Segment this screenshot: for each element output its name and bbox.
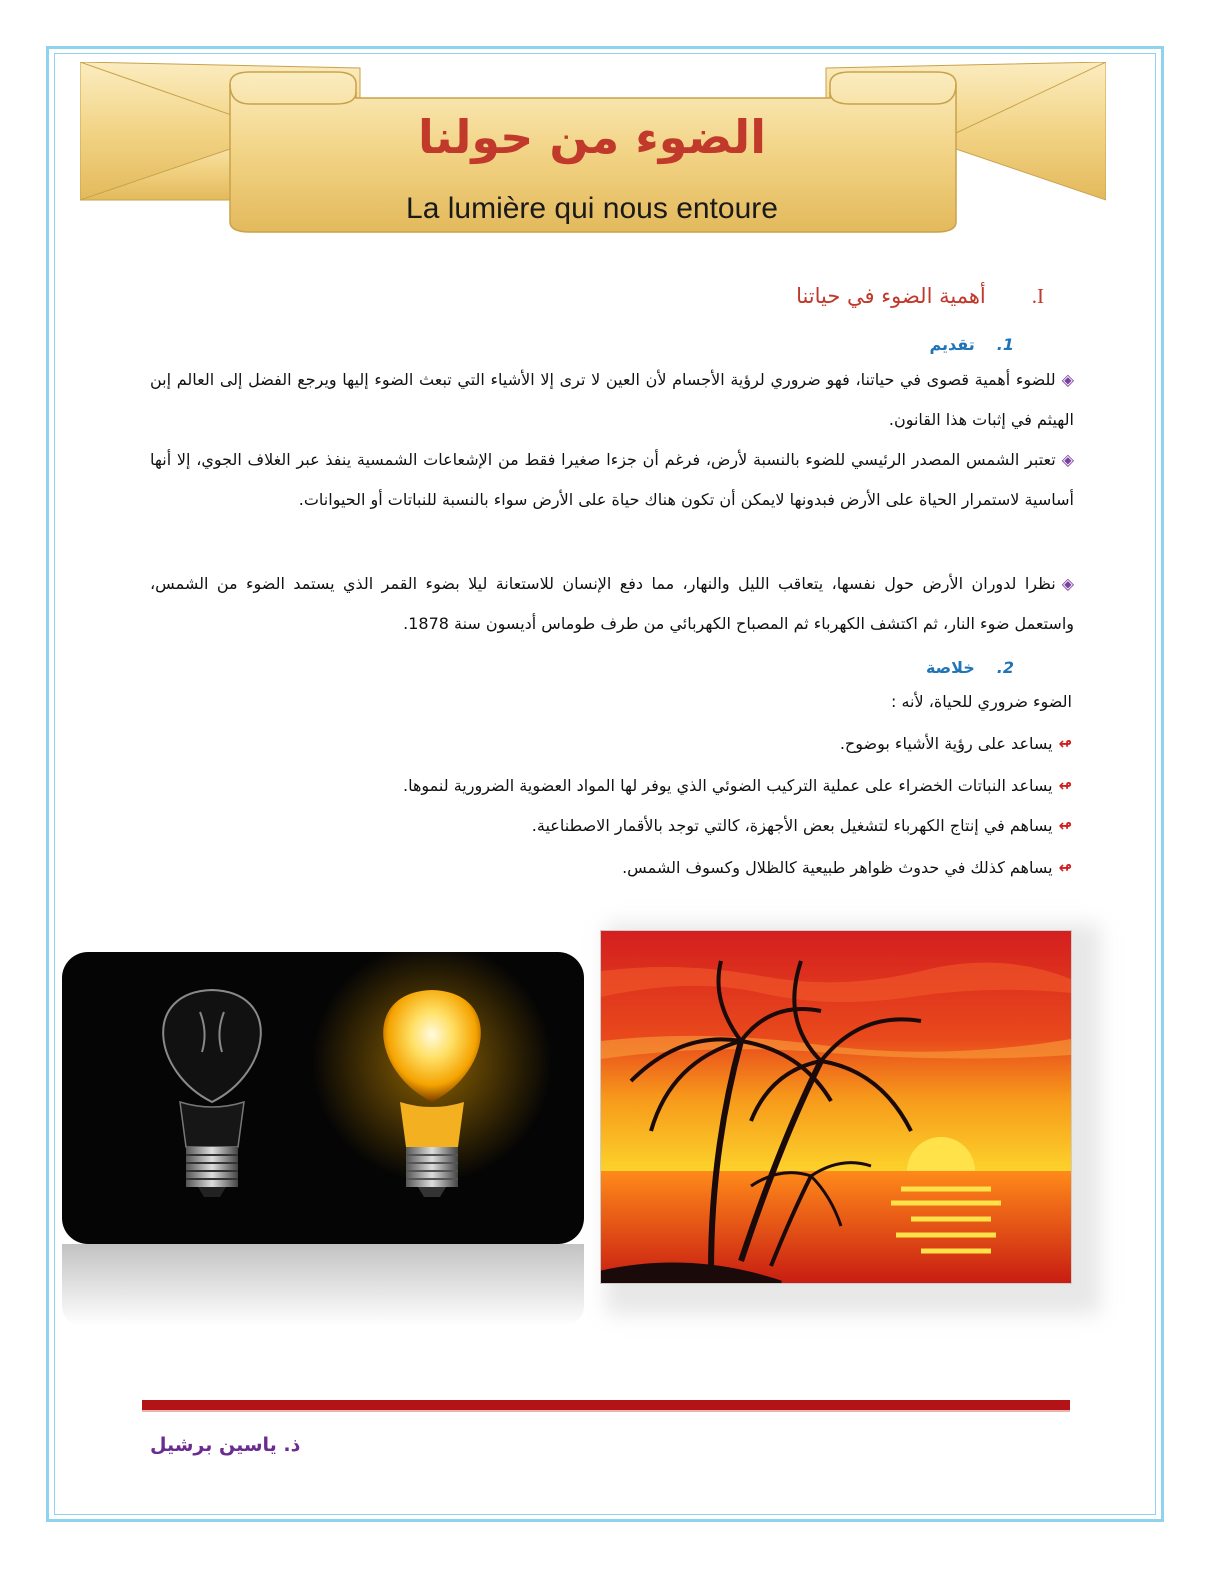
subheading-intro	[929, 335, 1014, 354]
paragraph	[150, 564, 1074, 644]
diamond-bullet-icon: ◈	[1061, 574, 1074, 593]
list-item: ↫يساهم كذلك في حدوث ظواهر طبيعية كالظلال وكسوف الشمس.	[622, 858, 1072, 877]
title-arabic: الضوء من حولنا	[418, 110, 766, 164]
curved-arrow-icon: ↫	[1058, 816, 1072, 835]
light-bulbs-image	[62, 952, 584, 1244]
curved-arrow-icon: ↫	[1058, 776, 1072, 795]
paragraph	[150, 440, 1074, 520]
subheading-number: 1.	[996, 335, 1014, 354]
section-number: I.	[1031, 284, 1044, 308]
paragraph	[150, 360, 1074, 440]
list-item: ↫يساعد على رؤية الأشياء بوضوح.	[839, 734, 1072, 753]
subheading-number: 2.	[996, 658, 1014, 677]
author-signature: ذ. ياسين برشيل	[150, 1434, 301, 1456]
sunset-palm-image	[600, 930, 1072, 1284]
curved-arrow-icon: ↫	[1058, 858, 1072, 877]
image-reflection	[62, 1244, 584, 1326]
lit-bulb-icon	[312, 952, 552, 1197]
summary-intro: الضوء ضروري للحياة، لأنه :	[890, 692, 1072, 711]
list-item: ↫يساعد النباتات الخضراء على عملية التركيب الضوئي الذي يوفر لها المواد العضوية الضرورية لنموها.	[403, 776, 1072, 795]
paragraph-text: تعتبر الشمس المصدر الرئيسي للضوء بالنسبة لأرض، فرغم أن جزءا صغيرا فقط من الإشعاعات الشمسية ينفذ عبر الغلاف الجوي، إلا أنها أساسية لاستمرار الحياة على الأرض فبدونها لايمكن أن تكون هناك حياة على الأرض سواء بالنسبة للنباتات أو الحيوانات.	[150, 450, 1074, 509]
footer-divider-shadow	[142, 1410, 1070, 1412]
subheading-title: خلاصة	[925, 658, 975, 677]
footer-divider	[142, 1400, 1070, 1410]
curved-arrow-icon: ↫	[1058, 734, 1072, 753]
paragraph-text: نظرا لدوران الأرض حول نفسها، يتعاقب الليل والنهار، مما دفع الإنسان للاستعانة ليلا بضوء القمر الذي يستمد الضوء من الشمس، واستعمل ضوء النار، ثم اكتشف الكهرباء ثم المصباح الكهربائي من طرف طوماس أديسون سنة 1878.	[150, 574, 1074, 633]
subheading-title: تقديم	[929, 335, 975, 354]
title-french: La lumière qui nous entoure	[406, 192, 778, 225]
paragraph-text: للضوء أهمية قصوى في حياتنا، فهو ضروري لرؤية الأجسام لأن العين لا ترى إلا الأشياء التي تبعث الضوء إليها ويرجع الفضل إلى العالم إبن الهيثم في إثبات هذا القانون.	[150, 370, 1074, 429]
section-title: أهمية الضوء في حياتنا	[796, 284, 986, 308]
subheading-summary	[926, 658, 1014, 677]
diamond-bullet-icon: ◈	[1061, 450, 1074, 469]
list-item: ↫يساهم في إنتاج الكهرباء لتشغيل بعض الأجهزة، كالتي توجد بالأقمار الاصطناعية.	[531, 816, 1072, 835]
diamond-bullet-icon: ◈	[1061, 370, 1074, 389]
unlit-bulb-icon	[163, 990, 261, 1197]
section-heading	[796, 284, 1044, 309]
